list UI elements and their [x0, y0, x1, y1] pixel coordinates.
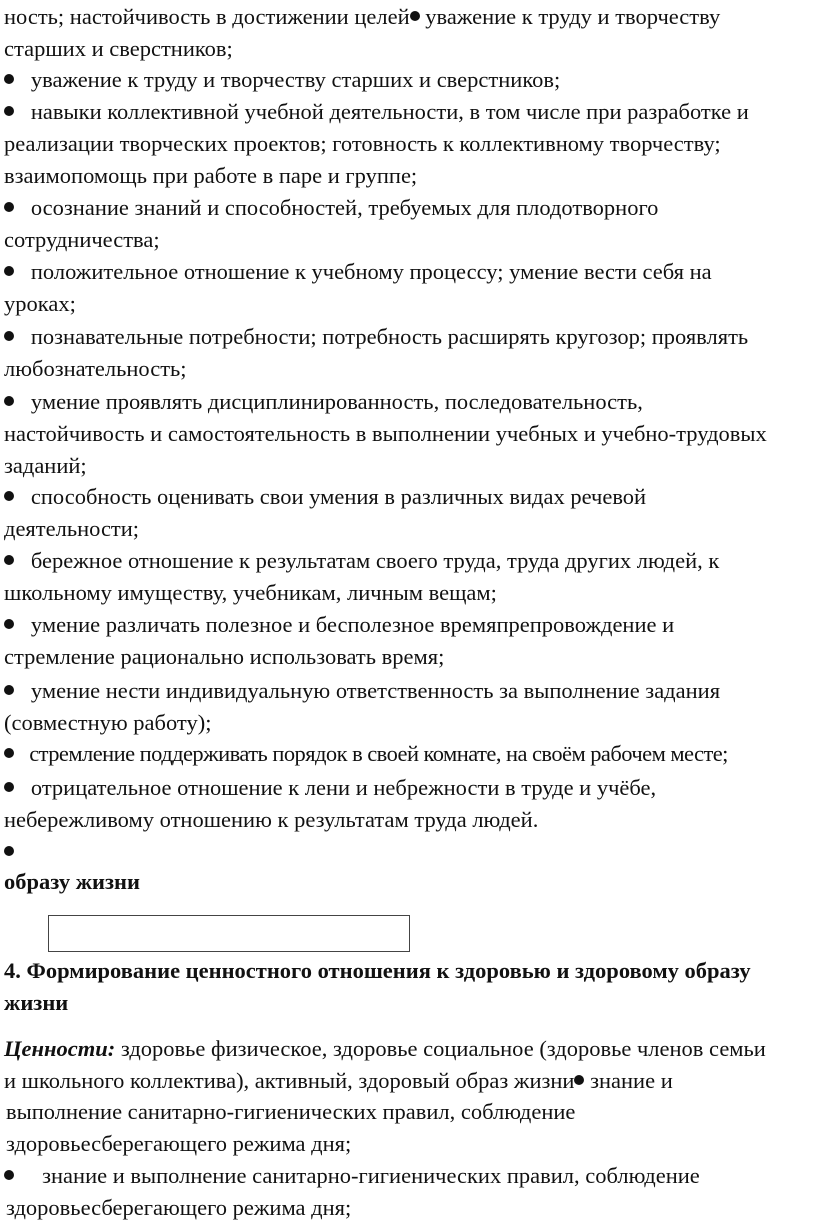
list-item: бережное отношение к результатам своего труда, труда других людей, к [4, 545, 812, 577]
list-item: осознание знаний и способностей, требуемых для плодотворного [4, 192, 812, 224]
list-item-continuation: настойчивость и самостоятельность в выполнении учебных и учебно-трудовых [4, 421, 767, 446]
intro-line-1 [4, 1, 812, 33]
list-item-continuation: сотрудничества; [4, 227, 160, 252]
list-item-continuation: здоровьесберегающего режима дня; [6, 1195, 352, 1220]
list-item-continuation: школьному имуществу, учебникам, личным вещам; [4, 580, 497, 605]
bullet-icon [4, 396, 14, 406]
list-item-continuation: заданий; [4, 453, 87, 478]
intro-line-2: старших и сверстников; [4, 36, 233, 61]
bullet-icon [4, 846, 14, 856]
intro-tail: уважение к труду и творчеству [419, 4, 721, 29]
list-item: навыки коллективной учебной деятельности, в том числе при разработке и [4, 96, 812, 128]
list-item-continuation: реализации творческих проектов; готовность к коллективному творчеству; [4, 131, 721, 156]
list-item: способность оценивать свои умения в различных видах речевой [4, 481, 812, 513]
list-item: умение проявлять дисциплинированность, последовательность, [4, 386, 812, 418]
bold-fragment: образу жизни [4, 869, 140, 894]
bullet-icon [4, 685, 14, 695]
values-paragraph-line: выполнение санитарно-гигиенических правил, соблюдение [6, 1099, 576, 1124]
list-item-continuation: стремление рационально использовать время; [4, 644, 445, 669]
bullet-icon [410, 11, 420, 21]
values-paragraph-line: и школьного коллектива), активный, здоровый образ жизни знание и [4, 1068, 673, 1093]
bullet-icon [4, 331, 14, 341]
list-item: умение различать полезное и бесполезное времяпрепровождение и [4, 609, 812, 641]
bullet-icon [4, 74, 14, 84]
values-paragraph-line: здоровьесберегающего режима дня; [6, 1131, 352, 1156]
list-item: стремление поддерживать порядок в своей комнате, на своём рабочем месте; [4, 738, 812, 770]
bullet-icon [4, 782, 14, 792]
list-item-continuation: любознательность; [4, 356, 187, 381]
list-item: умение нести индивидуальную ответственность за выполнение задания [4, 675, 812, 707]
list-item-continuation: деятельности; [4, 516, 140, 541]
bullet-icon [4, 202, 14, 212]
list-item: положительное отношение к учебному процессу; умение вести себя на [4, 256, 812, 288]
bullet-icon [4, 491, 14, 501]
section-heading-continuation: жизни [4, 990, 69, 1015]
list-item: отрицательное отношение к лени и небрежности в труде и учёбе, [4, 772, 812, 804]
list-item-continuation: взаимопомощь при работе в паре и группе; [4, 163, 418, 188]
section-heading: 4. Формирование ценностного отношения к здоровью и здоровому образу [4, 958, 751, 983]
list-item-continuation: (совместную работу); [4, 710, 212, 735]
list-item: познавательные потребности; потребность расширять кругозор; проявлять [4, 321, 812, 353]
bullet-icon [574, 1075, 584, 1085]
list-item: уважение к труду и творчеству старших и сверстников; [4, 64, 812, 96]
list-item: знание и выполнение санитарно-гигиенических правил, соблюдение [4, 1160, 812, 1192]
list-item-continuation: небережливому отношению к результатам труда людей. [4, 807, 539, 832]
bullet-icon [4, 619, 14, 629]
bullet-icon [4, 266, 14, 276]
empty-text-box [48, 915, 410, 952]
list-item-continuation: уроках; [4, 291, 76, 316]
bullet-icon [4, 106, 14, 116]
bullet-icon [4, 1170, 14, 1180]
values-paragraph: Ценности: здоровье физическое, здоровье социальное (здоровье членов семьи [4, 1036, 766, 1061]
intro-text: ность; настойчивость в достижении целей [4, 4, 410, 29]
bullet-icon [4, 555, 14, 565]
bullet-icon [4, 748, 14, 758]
values-label: Ценности: [4, 1036, 116, 1061]
empty-list-item [4, 836, 812, 868]
